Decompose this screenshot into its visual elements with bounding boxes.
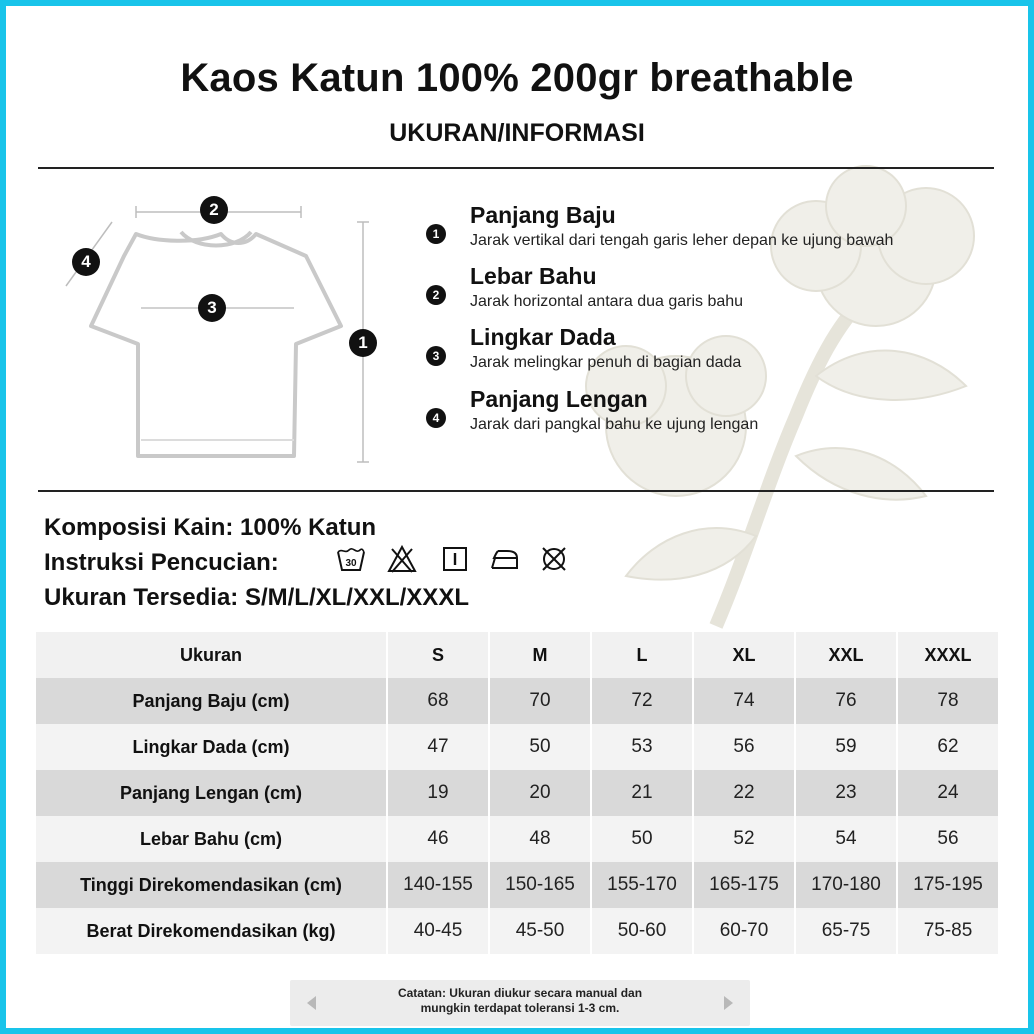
marker-1: 1 [349, 329, 377, 357]
note-text [334, 986, 706, 1016]
table-cell: 46 [387, 816, 489, 862]
table-cell: 65-75 [795, 908, 897, 954]
wash-temperature: 30 [345, 558, 357, 569]
header-cell: XL [693, 632, 795, 678]
table-cell: 140-155 [387, 862, 489, 908]
table-cell: 24 [897, 770, 999, 816]
measurement-note [290, 980, 750, 1026]
iron-icon [489, 544, 519, 574]
legend-description: Jarak horizontal antara dua garis bahu [470, 293, 744, 310]
table-cell: 72 [591, 678, 693, 724]
table-cell: 45-50 [489, 908, 591, 954]
no-dry-clean-icon [539, 544, 569, 574]
marker-3: 3 [198, 294, 226, 322]
table-cell: 175-195 [897, 862, 999, 908]
row-label: Lebar Bahu (cm) [35, 816, 387, 862]
available-sizes: Ukuran Tersedia: S/M/L/XL/XXL/XXXL [44, 584, 469, 611]
page-title: Kaos Katun 100% 200gr breathable [180, 56, 854, 100]
divider-top [38, 167, 994, 169]
table-cell: 150-165 [489, 862, 591, 908]
note-line: Catatan: Ukuran diukur secara manual dan [397, 986, 643, 1000]
table-cell: 19 [387, 770, 489, 816]
table-cell: 22 [693, 770, 795, 816]
table-cell: 78 [897, 678, 999, 724]
fabric-composition: Komposisi Kain: 100% Katun [44, 514, 377, 541]
table-cell: 50 [591, 816, 693, 862]
table-cell: 21 [591, 770, 693, 816]
infographic-frame [6, 6, 1028, 1028]
legend-description: Jarak vertikal dari tengah garis leher depan ke ujung bawah [470, 232, 894, 249]
row-label: Panjang Lengan (cm) [35, 770, 387, 816]
table-cell: 62 [897, 724, 999, 770]
table-cell: 48 [489, 816, 591, 862]
table-cell: 56 [897, 816, 999, 862]
table-cell: 165-175 [693, 862, 795, 908]
table-cell: 76 [795, 678, 897, 724]
table-row [35, 770, 999, 816]
table-cell: 70 [489, 678, 591, 724]
legend-description: Jarak dari pangkal bahu ke ujung lengan [470, 416, 759, 433]
washing-instructions-label: Instruksi Pencucian: [44, 549, 279, 576]
table-row [35, 724, 999, 770]
legend-title: Panjang Baju [470, 202, 616, 228]
header-cell: L [591, 632, 693, 678]
legend-number: 1 [426, 224, 446, 244]
table-cell: 50 [489, 724, 591, 770]
table-row [35, 678, 999, 724]
row-label: Tinggi Direkomendasikan (cm) [35, 862, 387, 908]
row-label: Panjang Baju (cm) [35, 678, 387, 724]
wash-30-icon [336, 544, 366, 574]
table-cell: 60-70 [693, 908, 795, 954]
table-header-row [35, 632, 999, 678]
note-line: mungkin terdapat toleransi 1-3 cm. [420, 1001, 620, 1015]
table-cell: 170-180 [795, 862, 897, 908]
header-cell: XXL [795, 632, 897, 678]
table-cell: 155-170 [591, 862, 693, 908]
header-cell: S [387, 632, 489, 678]
table-row [35, 862, 999, 908]
table-cell: 20 [489, 770, 591, 816]
table-row [35, 816, 999, 862]
table-cell: 52 [693, 816, 795, 862]
table-cell: 59 [795, 724, 897, 770]
table-cell: 50-60 [591, 908, 693, 954]
legend-description: Jarak melingkar penuh di bagian dada [470, 354, 742, 371]
legend-title: Panjang Lengan [470, 386, 648, 412]
header-cell: XXXL [897, 632, 999, 678]
legend-number: 3 [426, 346, 446, 366]
care-icons [336, 544, 576, 578]
arrow-right-icon[interactable] [718, 993, 738, 1013]
dry-flat-icon [440, 544, 470, 574]
divider-middle [38, 490, 994, 492]
size-table [34, 632, 1000, 954]
table-cell: 75-85 [897, 908, 999, 954]
arrow-left-icon[interactable] [302, 993, 322, 1013]
no-bleach-icon [387, 544, 417, 574]
table-row [35, 908, 999, 954]
header-cell: M [489, 632, 591, 678]
marker-2: 2 [200, 196, 228, 224]
row-label: Berat Direkomendasikan (kg) [35, 908, 387, 954]
table-cell: 47 [387, 724, 489, 770]
table-cell: 68 [387, 678, 489, 724]
legend-title: Lingkar Dada [470, 324, 616, 350]
table-cell: 53 [591, 724, 693, 770]
legend-title: Lebar Bahu [470, 263, 597, 289]
table-cell: 74 [693, 678, 795, 724]
page-subtitle: UKURAN/INFORMASI [389, 119, 645, 147]
row-label: Lingkar Dada (cm) [35, 724, 387, 770]
table-cell: 56 [693, 724, 795, 770]
tshirt-diagram [46, 186, 396, 476]
legend-number: 4 [426, 408, 446, 428]
header-cell: Ukuran [35, 632, 387, 678]
table-cell: 40-45 [387, 908, 489, 954]
table-cell: 54 [795, 816, 897, 862]
marker-4: 4 [72, 248, 100, 276]
legend-number: 2 [426, 285, 446, 305]
table-cell: 23 [795, 770, 897, 816]
